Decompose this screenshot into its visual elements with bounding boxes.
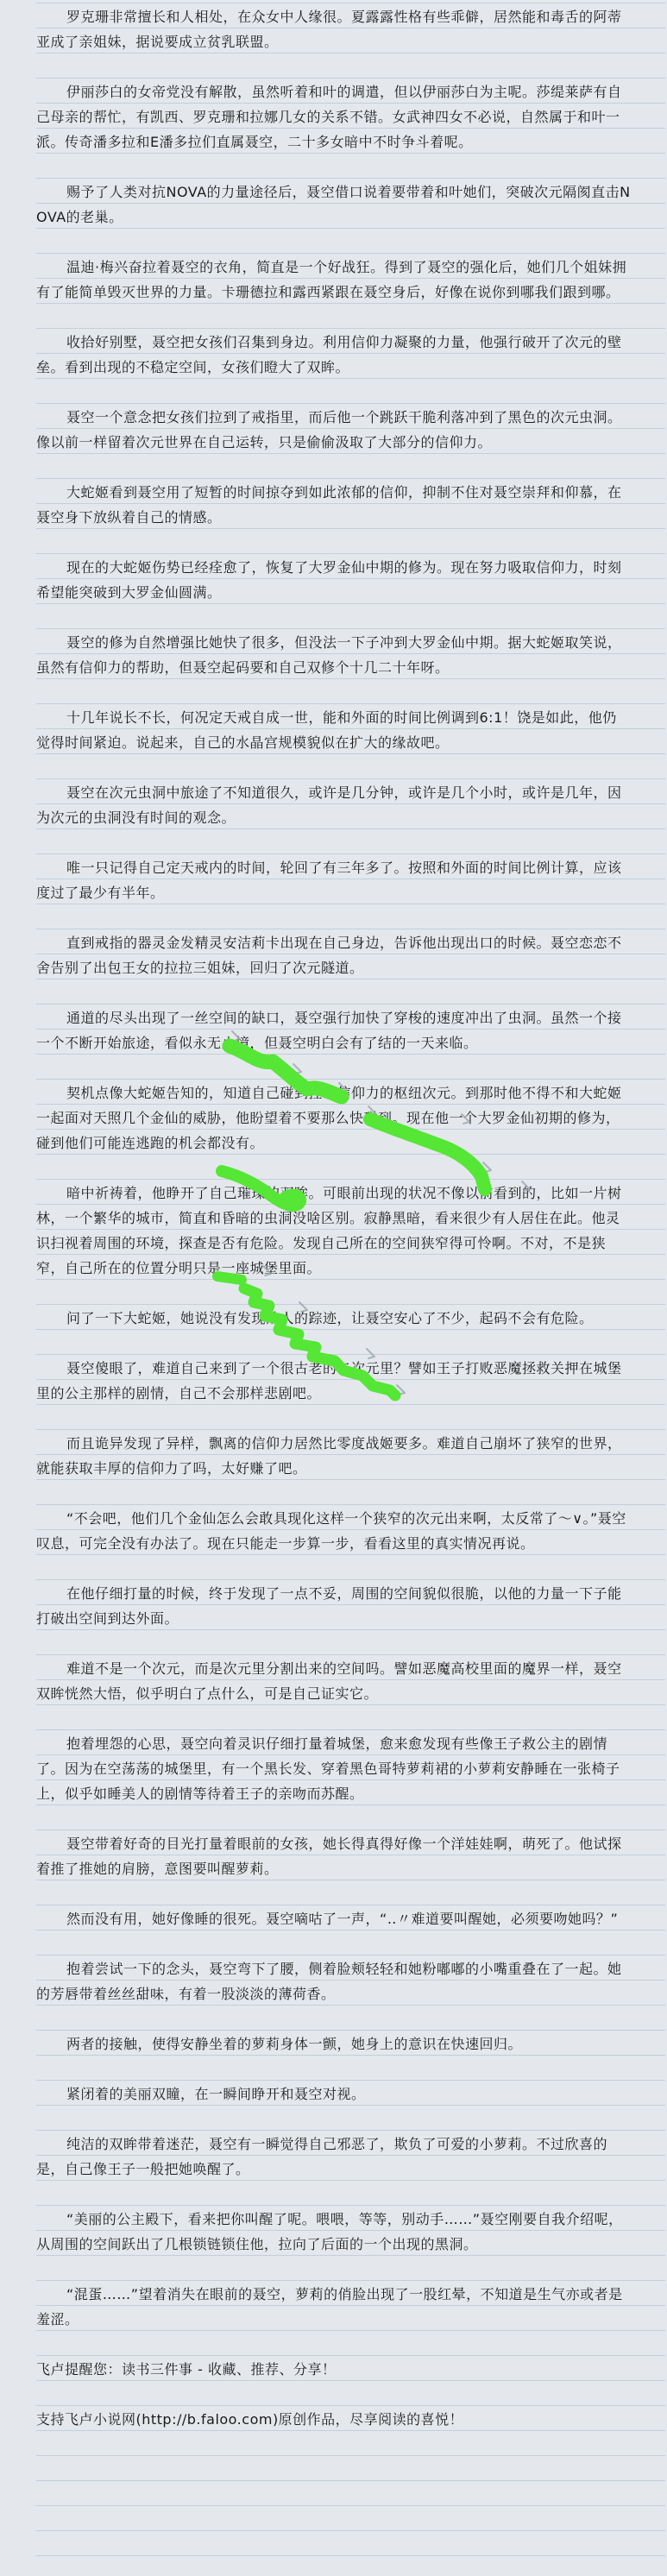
paragraph: 聂空带着好奇的目光打量着眼前的女孩，她长得真得好像一个洋娃娃啊，萌死了。他试探着推了推她的肩膀，意图要叫醒萝莉。: [36, 1836, 622, 1877]
paragraph: 收拾好别墅，聂空把女孩们召集到身边。利用信仰力凝聚的力量，他强行破开了次元的壁垒。看到出现的不稳定空间，女孩们瞪大了双眸。: [36, 334, 622, 375]
paragraph: 纯洁的双眸带着迷茫，聂空有一瞬觉得自己邪恶了，欺负了可爱的小萝莉。不过欣喜的是，自己像王子一般把她唤醒了。: [36, 2136, 608, 2177]
paragraph: 聂空傻眼了，难道自己来到了一个很古老的二次元里？譬如王子打败恶魔拯救关押在城堡里的公主那样的剧情，自己不会那样悲剧吧。: [36, 1360, 622, 1401]
paragraph: 十几年说长不长，何况定天戒自成一世，能和外面的时间比例调到6:1！饶是如此，他仍觉得时间紧迫。说起来，自己的水晶宫规模貌似在扩大的缘故吧。: [36, 709, 617, 751]
paragraph: 在他仔细打量的时候，终于发现了一点不妥，周围的空间貌似很脆，以他的力量一下子能打破出空间到达外面。: [36, 1585, 622, 1627]
paragraph: “美丽的公主殿下，看来把你叫醒了呢。喂喂，等等，别动手……”聂空刚要自我介绍呢，从周围的空间跃出了几根锁链锁住他，拉向了后面的一个出现的黑洞。: [36, 2211, 623, 2252]
paragraph: 唯一只记得自己定天戒内的时间，轮回了有三年多了。按照和外面的时间比例计算，应该度过了最少有半年。: [36, 860, 622, 901]
paragraph: 赐予了人类对抗NOVA的力量途径后，聂空借口说着要带着和叶她们，突破次元隔阂直击NOVA的老巢。: [36, 184, 631, 225]
paragraph: 伊丽莎白的女帝党没有解散，虽然听着和叶的调遣，但以伊丽莎白为主呢。莎缇莱萨有自己母亲的帮忙，有凯西、罗克珊和拉娜几女的关系不错。女武神四女不必说，自然属于和叶一派。传奇潘多拉和E潘多拉们直属聂空，二十多女暗中不时争斗着呢。: [36, 84, 622, 150]
paragraph: 两者的接触，使得安静坐着的萝莉身体一颤，她身上的意识在快速回归。: [66, 2036, 523, 2052]
paragraph: 聂空的修为自然增强比她快了很多，但没法一下子冲到大罗金仙中期。据大蛇姬取笑说，虽然有信仰力的帮助，但聂空起码要和自己双修个十几二十年呀。: [36, 634, 622, 676]
paragraph: 大蛇姬看到聂空用了短暂的时间掠夺到如此浓郁的信仰，抑制不住对聂空崇拜和仰慕，在聂空身下放纵着自己的情感。: [36, 484, 622, 526]
paragraph: 抱着尝试一下的念头，聂空弯下了腰，侧着脸颊轻轻和她粉嘟嘟的小嘴重叠在了一起。她的芳唇带着丝丝甜味，有着一股淡淡的薄荷香。: [36, 1961, 622, 2002]
paragraph: 现在的大蛇姬伤势已经痊愈了，恢复了大罗金仙中期的修为。现在努力吸取信仰力，时刻希望能突破到大罗金仙圆满。: [36, 559, 622, 601]
paragraph: 而且诡异发现了异样，飘离的信仰力居然比零度战姬要多。难道自己崩坏了狭窄的世界，就能获取丰厚的信仰力了吗，太好赚了吧。: [36, 1435, 622, 1477]
ruled-content-area: [36, 3, 665, 2571]
footer-reminder: 飞卢提醒您：读书三件事 - 收藏、推荐、分享！: [36, 2361, 337, 2378]
paragraph: 罗克珊非常擅长和人相处，在众女中人缘很。夏露露性格有些乖僻，居然能和毒舌的阿蒂亚成了亲姐妹，据说要成立贫乳联盟。: [36, 9, 622, 50]
paragraph: 聂空一个意念把女孩们拉到了戒指里，而后他一个跳跃干脆利落冲到了黑色的次元虫洞。像以前一样留着次元世界在自己运转，只是偷偷汲取了大部分的信仰力。: [36, 409, 622, 450]
footer-support: 支持飞卢小说网(http://b.faloo.com)原创作品，尽享阅读的喜悦！: [36, 2411, 464, 2428]
paragraph: 紧闭着的美丽双瞳，在一瞬间睁开和聂空对视。: [66, 2086, 366, 2102]
paragraph: 抱着埋怨的心思，聂空向着灵识仔细打量着城堡，愈来愈发现有些像王子救公主的剧情了。因为在空荡荡的城堡里，有一个黑长发、穿着黑色哥特萝莉裙的小萝莉安静睡在一张椅子上，似乎如睡美人的剧情等待着王子的亲吻而苏醒。: [36, 1735, 620, 1802]
paragraph: 然而没有用，她好像睡的很死。聂空嘀咕了一声，“‥〃难道要叫醒她，必须要吻她吗？”: [66, 1911, 619, 1927]
paragraph: 难道不是一个次元，而是次元里分割出来的空间吗。譬如恶魔高校里面的魔界一样，聂空双眸恍然大悟，似乎明白了点什么，可是自己证实它。: [36, 1660, 622, 1702]
paragraph-list: [36, 3, 665, 2432]
paragraph: 通道的尽头出现了一丝空间的缺口，聂空强行加快了穿梭的速度冲出了虫洞。虽然一个接一个不断开始旅途，看似永无止境，但聂空明白会有了结的一天来临。: [36, 1010, 622, 1051]
paragraph: “不会吧，他们几个金仙怎么会敢具现化这样一个狭窄的次元出来啊，太反常了～∨。”聂空叹息，可完全没有办法了。现在只能走一步算一步，看看这里的真实情况再说。: [36, 1510, 626, 1552]
paragraph: 温迪·梅兴奋拉着聂空的衣角，简直是一个好战狂。得到了聂空的强化后，她们几个姐妹拥有了能简单毁灭世界的力量。卡珊德拉和露西紧跟在聂空身后，好像在说你到哪我们跟到哪。: [36, 259, 627, 300]
paragraph: 聂空在次元虫洞中旅途了不知道很久，或许是几分钟，或许是几个小时，或许是几年，因为次元的虫洞没有时间的观念。: [36, 784, 622, 826]
paragraph: 契机点像大蛇姬告知的，知道自己碰到控制信仰力的枢纽次元。到那时他不得不和大蛇姬一起面对天照几个金仙的威胁，他盼望着不要那么快碰到。现在他一个大罗金仙初期的修为，碰到他们可能连逃跑的机会都没有。: [36, 1085, 622, 1151]
paragraph: 问了一下大蛇姬，她说没有发现敌人的踪迹，让聂空安心了不少，起码不会有危险。: [66, 1310, 594, 1326]
paragraph: “混蛋……”望着消失在眼前的聂空，萝莉的俏脸出现了一股红晕，不知道是生气亦或者是羞涩。: [36, 2286, 623, 2327]
paragraph: 直到戒指的器灵金发精灵安洁莉卡出现在自己身边，告诉他出现出口的时候。聂空恋恋不舍告别了出包王女的拉拉三姐妹，回归了次元隧道。: [36, 935, 622, 976]
paragraph: 暗中祈祷着，他睁开了自己璀璨的双眸。可眼前出现的状况不像以前看到的，比如一片树林，一个繁华的城市，简直和昏暗的虫洞没啥区别。寂静黑暗，看来很少有人居住在此。他灵识扫视着周围的环境，探查是否有危险。发现自己所在的空间狭窄得可怜啊。不对，不是狭窄，自己所在的位置分明只是一座城堡里面。: [36, 1185, 622, 1276]
